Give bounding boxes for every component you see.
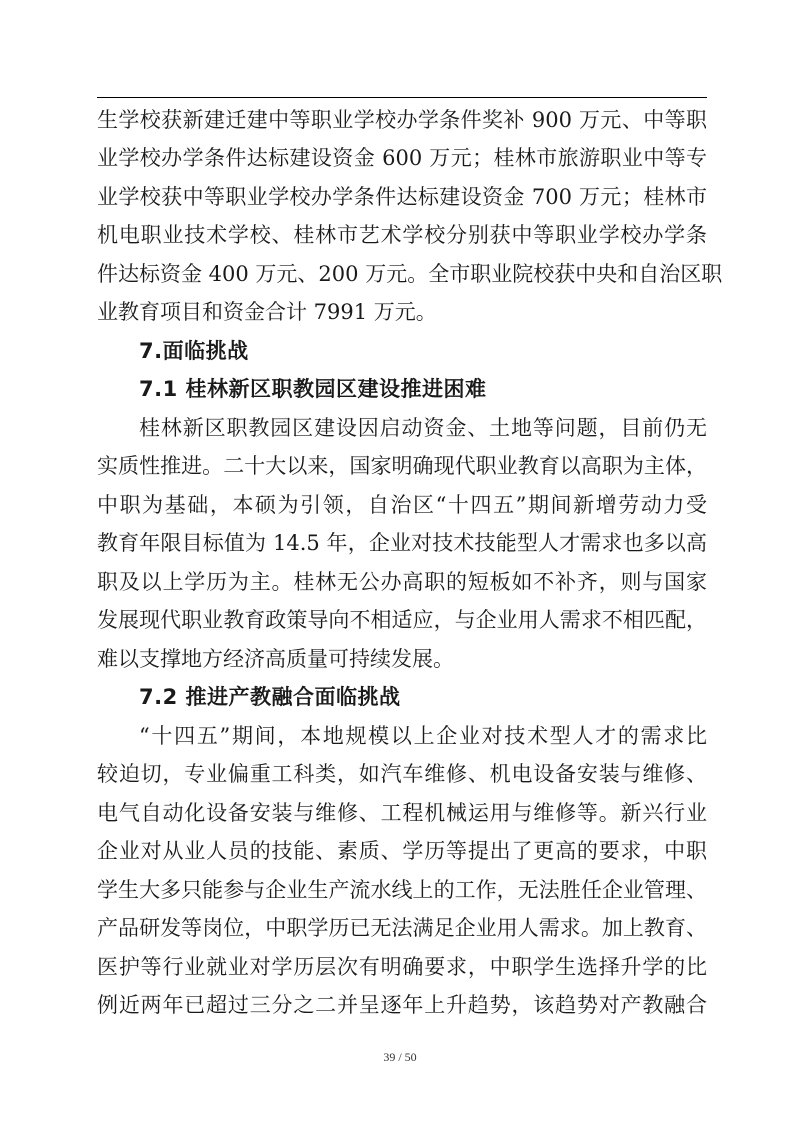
paragraph-line: 中职为基础，本硕为引领，自治区“十四五”期间新增劳动力受 xyxy=(97,493,707,517)
header-rule xyxy=(97,97,707,98)
section-heading: 7.面临挑战 xyxy=(139,339,249,363)
paragraph-line: 教育年限目标值为 14.5 年，企业对技术技能型人才需求也多以高 xyxy=(97,531,707,555)
paragraph-line: 产品研发等岗位，中职学历已无法满足企业用人需求。加上教育、 xyxy=(97,916,707,940)
paragraph-line: 业学校获中等职业学校办学条件达标建设资金 700 万元；桂林市 xyxy=(97,185,707,209)
paragraph-line: 较迫切，专业偏重工科类，如汽车维修、机电设备安装与维修、 xyxy=(97,762,707,786)
paragraph-line: 职及以上学历为主。桂林无公办高职的短板如不补齐，则与国家 xyxy=(97,570,707,594)
paragraph-line: 生学校获新建迁建中等职业学校办学条件奖补 900 万元、中等职 xyxy=(97,108,707,132)
paragraph-line: 学生大多只能参与企业生产流水线上的工作，无法胜任企业管理、 xyxy=(97,878,707,902)
paragraph-line: 电气自动化设备安装与维修、工程机械运用与维修等。新兴行业 xyxy=(97,801,707,825)
paragraph-line: 机电职业技术学校、桂林市艺术学校分别获中等职业学校办学条 xyxy=(97,223,707,247)
paragraph-line: 业学校办学条件达标建设资金 600 万元；桂林市旅游职业中等专 xyxy=(97,146,707,170)
subsection-heading: 7.2 推进产教融合面临挑战 xyxy=(139,685,401,709)
paragraph-line: 业教育项目和资金合计 7991 万元。 xyxy=(97,300,437,324)
paragraph-line: 难以支撑地方经济高质量可持续发展。 xyxy=(97,647,454,671)
paragraph-line: 医护等行业就业对学历层次有明确要求，中职学生选择升学的比 xyxy=(97,955,707,979)
paragraph-line: 桂林新区职教园区建设因启动资金、土地等问题，目前仍无 xyxy=(139,416,707,440)
paragraph-line: 件达标资金 400 万元、200 万元。全市职业院校获中央和自治区职 xyxy=(97,262,723,286)
paragraph-line: 例近两年已超过三分之二并呈逐年上升趋势，该趋势对产教融合 xyxy=(97,993,707,1017)
paragraph-line: 发展现代职业教育政策导向不相适应，与企业用人需求不相匹配， xyxy=(97,608,707,632)
page-number: 39 / 50 xyxy=(383,1050,417,1064)
paragraph-line: “十四五”期间，本地规模以上企业对技术型人才的需求比 xyxy=(139,724,707,748)
paragraph-line: 实质性推进。二十大以来，国家明确现代职业教育以高职为主体， xyxy=(97,454,707,478)
subsection-heading: 7.1 桂林新区职教园区建设推进困难 xyxy=(139,377,487,401)
paragraph-line: 企业对从业人员的技能、素质、学历等提出了更高的要求，中职 xyxy=(97,839,707,863)
